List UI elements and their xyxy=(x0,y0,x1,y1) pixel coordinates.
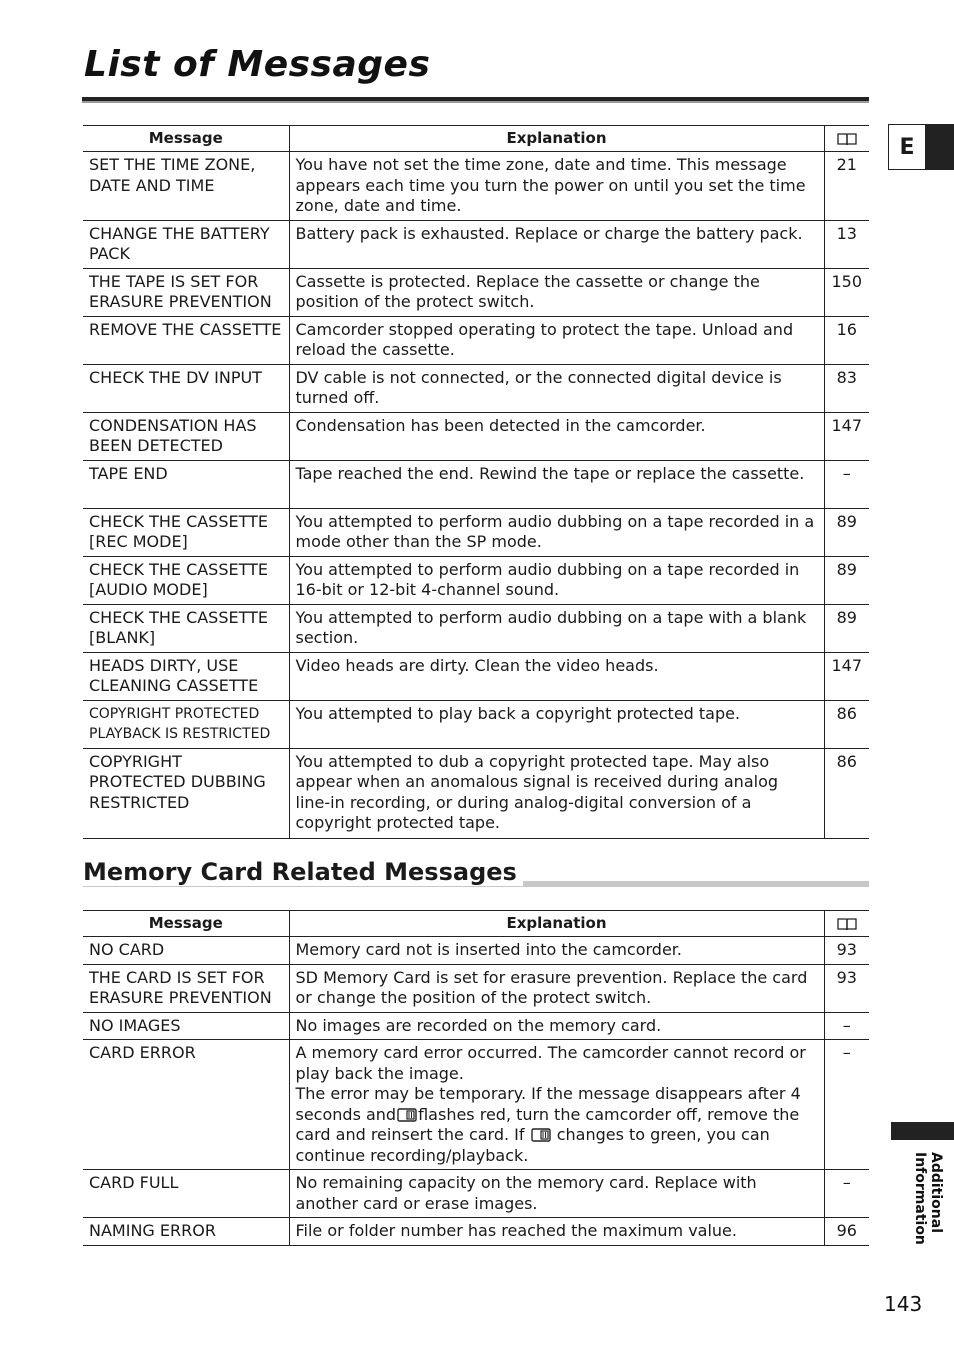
page-cell: 21 xyxy=(824,152,869,221)
message-cell: SET THE TIME ZONE, DATE AND TIME xyxy=(83,152,289,221)
book-icon xyxy=(837,132,857,146)
explanation-text: flashes red, turn the camcorder off, remove the card and reinsert the card. If xyxy=(295,1104,800,1144)
explanation-cell: You attempted to dub a copyright protected tape. May also appear when an anomalous signal is received during analog line-in recording, or during analog-digital conversion of a copyright protected tape. xyxy=(289,748,824,838)
message-header: Message xyxy=(83,126,289,152)
message-cell: CHECK THE CASSETTE [BLANK] xyxy=(83,604,289,652)
message-cell: HEADS DIRTY, USE CLEANING CASSETTE xyxy=(83,652,289,700)
message-cell: CHECK THE DV INPUT xyxy=(83,364,289,412)
explanation-cell: You attempted to play back a copyright protected tape. xyxy=(289,700,824,748)
message-cell: CHANGE THE BATTERY PACK xyxy=(83,220,289,268)
page-cell: – xyxy=(824,1012,869,1040)
message-cell: CHECK THE CASSETTE [AUDIO MODE] xyxy=(83,556,289,604)
table-row xyxy=(83,364,869,412)
page-cell: 89 xyxy=(824,604,869,652)
table-row xyxy=(83,937,869,965)
message-header: Message xyxy=(83,911,289,937)
page-cell: 93 xyxy=(824,937,869,965)
table-row xyxy=(83,964,869,1012)
page-cell: 93 xyxy=(824,964,869,1012)
explanation-cell: No images are recorded on the memory card. xyxy=(289,1012,824,1040)
explanation-cell: Condensation has been detected in the camcorder. xyxy=(289,412,824,460)
explanation-cell: Tape reached the end. Rewind the tape or replace the cassette. xyxy=(289,460,824,508)
memory-card-messages-table xyxy=(83,910,869,1246)
language-tab-bar xyxy=(926,124,954,170)
table-row xyxy=(83,412,869,460)
table-row xyxy=(83,460,869,508)
message-cell: CARD FULL xyxy=(83,1170,289,1218)
explanation-cell: You have not set the time zone, date and time. This message appears each time you turn the power on until you set the time zone, date and time. xyxy=(289,152,824,221)
explanation-cell: You attempted to perform audio dubbing on a tape recorded in 16-bit or 12-bit 4-channel sound. xyxy=(289,556,824,604)
language-tab: E xyxy=(888,124,926,170)
book-icon xyxy=(837,917,857,931)
page-cell: 13 xyxy=(824,220,869,268)
table-row xyxy=(83,700,869,748)
explanation-cell: SD Memory Card is set for erasure prevention. Replace the card or change the position of the protect switch. xyxy=(289,964,824,1012)
page-number: 143 xyxy=(884,1292,923,1316)
table-row xyxy=(83,268,869,316)
explanation-text: A memory card error occurred. The camcorder cannot record or play back the image. xyxy=(295,1043,806,1083)
explanation-cell: Video heads are dirty. Clean the video heads. xyxy=(289,652,824,700)
explanation-cell: Cassette is protected. Replace the cassette or change the position of the protect switch. xyxy=(289,268,824,316)
message-cell: NO IMAGES xyxy=(83,1012,289,1040)
explanation-cell: No remaining capacity on the memory card. Replace with another card or erase images. xyxy=(289,1170,824,1218)
message-cell: TAPE END xyxy=(83,460,289,508)
page-cell: 96 xyxy=(824,1218,869,1246)
table-row xyxy=(83,556,869,604)
table-row xyxy=(83,1040,869,1170)
memory-card-icon xyxy=(397,1108,417,1122)
page-cell: 83 xyxy=(824,364,869,412)
page-cell: 86 xyxy=(824,700,869,748)
section-tab-label: Additional Information xyxy=(912,1152,944,1245)
table-row xyxy=(83,220,869,268)
table-header-row xyxy=(83,126,869,152)
section-tab-bar xyxy=(891,1122,954,1140)
page-cell: 86 xyxy=(824,748,869,838)
explanation-text: The error may be temporary. If the message disappears after 4 seconds and xyxy=(295,1084,801,1124)
table-row xyxy=(83,748,869,838)
page-header xyxy=(824,911,869,937)
message-cell: COPYRIGHT PROTECTED PLAYBACK IS RESTRICTED xyxy=(83,700,289,748)
table-row xyxy=(83,604,869,652)
message-cell: NAMING ERROR xyxy=(83,1218,289,1246)
explanation-cell: Camcorder stopped operating to protect the tape. Unload and reload the cassette. xyxy=(289,316,824,364)
message-cell: CARD ERROR xyxy=(83,1040,289,1170)
page-header xyxy=(824,126,869,152)
explanation-cell: DV cable is not connected, or the connected digital device is turned off. xyxy=(289,364,824,412)
message-cell: COPYRIGHT PROTECTED DUBBING RESTRICTED xyxy=(83,748,289,838)
explanation-cell: You attempted to perform audio dubbing on a tape recorded in a mode other than the SP mode. xyxy=(289,508,824,556)
explanation-cell: Memory card not is inserted into the camcorder. xyxy=(289,937,824,965)
table-row xyxy=(83,652,869,700)
message-cell: NO CARD xyxy=(83,937,289,965)
page-cell: – xyxy=(824,460,869,508)
explanation-cell: Battery pack is exhausted. Replace or charge the battery pack. xyxy=(289,220,824,268)
page-cell: 16 xyxy=(824,316,869,364)
title-rule xyxy=(82,97,869,103)
table-row xyxy=(83,508,869,556)
page-cell: – xyxy=(824,1170,869,1218)
page-cell: 147 xyxy=(824,652,869,700)
messages-table xyxy=(83,125,869,839)
section-heading: Memory Card Related Messages xyxy=(83,858,523,886)
explanation-header: Explanation xyxy=(289,126,824,152)
explanation-text: changes to green, you can continue recording/playback. xyxy=(295,1125,770,1165)
page-title: List of Messages xyxy=(84,44,431,85)
explanation-cell: You attempted to perform audio dubbing on a tape with a blank section. xyxy=(289,604,824,652)
message-cell: CONDENSATION HAS BEEN DETECTED xyxy=(83,412,289,460)
table-row xyxy=(83,152,869,221)
page-cell: 89 xyxy=(824,556,869,604)
explanation-cell xyxy=(289,1040,824,1170)
page-cell: – xyxy=(824,1040,869,1170)
page-cell: 89 xyxy=(824,508,869,556)
table-row xyxy=(83,1218,869,1246)
memory-card-icon xyxy=(531,1128,551,1142)
table-row xyxy=(83,1170,869,1218)
page-cell: 150 xyxy=(824,268,869,316)
table-header-row xyxy=(83,911,869,937)
table-row xyxy=(83,316,869,364)
message-cell: REMOVE THE CASSETTE xyxy=(83,316,289,364)
message-cell: CHECK THE CASSETTE [REC MODE] xyxy=(83,508,289,556)
message-cell: THE TAPE IS SET FOR ERASURE PREVENTION xyxy=(83,268,289,316)
page-cell: 147 xyxy=(824,412,869,460)
message-cell: THE CARD IS SET FOR ERASURE PREVENTION xyxy=(83,964,289,1012)
explanation-cell: File or folder number has reached the maximum value. xyxy=(289,1218,824,1246)
table-row xyxy=(83,1012,869,1040)
explanation-header: Explanation xyxy=(289,911,824,937)
